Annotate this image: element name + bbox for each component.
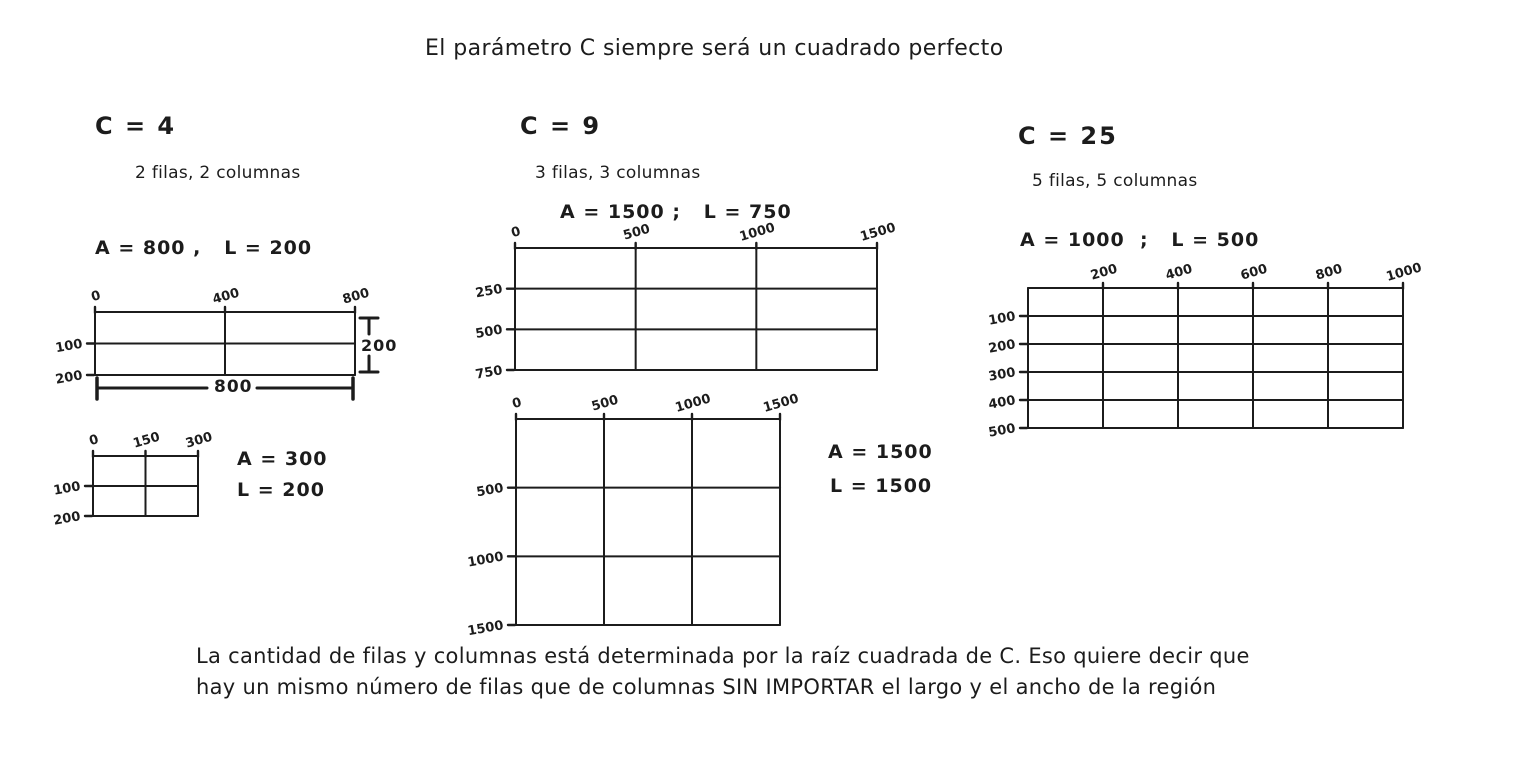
dims-label-c9: A = 1500 ; L = 750 — [560, 201, 792, 223]
section-heading-c4: C = 4 — [95, 112, 177, 140]
grid-c9-square — [446, 364, 830, 645]
section-heading-c9: C = 9 — [520, 112, 602, 140]
tick-label: 0 — [89, 288, 103, 306]
tick-label: 0 — [510, 395, 524, 413]
section-sub-c9: 3 filas, 3 columnas — [535, 163, 701, 183]
tick-label: 1000 — [673, 391, 713, 416]
tick-label: 200 — [1088, 261, 1120, 284]
tick-label: 500 — [987, 421, 1017, 441]
tick-label: 400 — [1163, 261, 1195, 284]
c9-square-area-label: A = 1500 — [828, 441, 933, 463]
tick-label: 1500 — [858, 220, 898, 245]
c4-width-dim-label: 800 — [214, 377, 253, 397]
tick-label: 500 — [474, 322, 504, 342]
tick-label: 100 — [54, 336, 84, 357]
footer-text-line1: La cantidad de filas y columnas está determinada por la raíz cuadrada de C. Eso quiere decir que — [196, 644, 1250, 668]
tick-label: 500 — [589, 392, 621, 415]
tick-label: 200 — [54, 368, 84, 388]
tick-label: 400 — [210, 285, 242, 308]
tick-label: 100 — [987, 309, 1017, 329]
tick-label: 600 — [1238, 261, 1270, 284]
tick-label: 1500 — [466, 618, 505, 640]
grid-c4-main — [25, 257, 405, 395]
grid-c25 — [958, 233, 1453, 448]
tick-label: 400 — [987, 393, 1017, 413]
tick-label: 1500 — [761, 391, 801, 416]
c9-square-length-label: L = 1500 — [830, 475, 933, 497]
dims-label-c4: A = 800 , L = 200 — [95, 237, 313, 259]
c4-small-length-label: L = 200 — [237, 479, 325, 501]
section-sub-c25: 5 filas, 5 columnas — [1032, 171, 1198, 191]
tick-label: 500 — [475, 480, 505, 501]
tick-label: 150 — [131, 429, 162, 452]
c4-height-dim-label: 200 — [361, 336, 398, 355]
tick-label: 200 — [52, 509, 82, 529]
dims-label-c25: A = 1000 ; L = 500 — [1020, 229, 1260, 251]
tick-label: 200 — [987, 337, 1017, 357]
tick-label: 250 — [474, 281, 504, 302]
section-sub-c4: 2 filas, 2 columnas — [135, 163, 301, 183]
footer-text-line2: hay un mismo número de filas que de columnas SIN IMPORTAR el largo y el ancho de la región — [196, 675, 1217, 699]
section-heading-c25: C = 25 — [1018, 122, 1118, 150]
tick-label: 1000 — [1384, 260, 1424, 285]
tick-label: 300 — [987, 365, 1017, 385]
tick-label: 0 — [87, 432, 101, 450]
tick-label: 500 — [621, 221, 652, 244]
tick-label: 100 — [52, 479, 82, 499]
tick-label: 0 — [509, 224, 523, 242]
tick-label: 800 — [340, 285, 372, 308]
page-title: El parámetro C siempre será un cuadrado perfecto — [425, 36, 1004, 61]
tick-label: 800 — [1313, 261, 1345, 284]
tick-label: 300 — [183, 429, 215, 452]
grid-c4-small — [23, 401, 248, 536]
tick-label: 750 — [474, 363, 504, 383]
c4-small-area-label: A = 300 — [237, 448, 328, 470]
tick-label: 1000 — [737, 220, 777, 245]
tick-label: 1000 — [466, 549, 505, 571]
